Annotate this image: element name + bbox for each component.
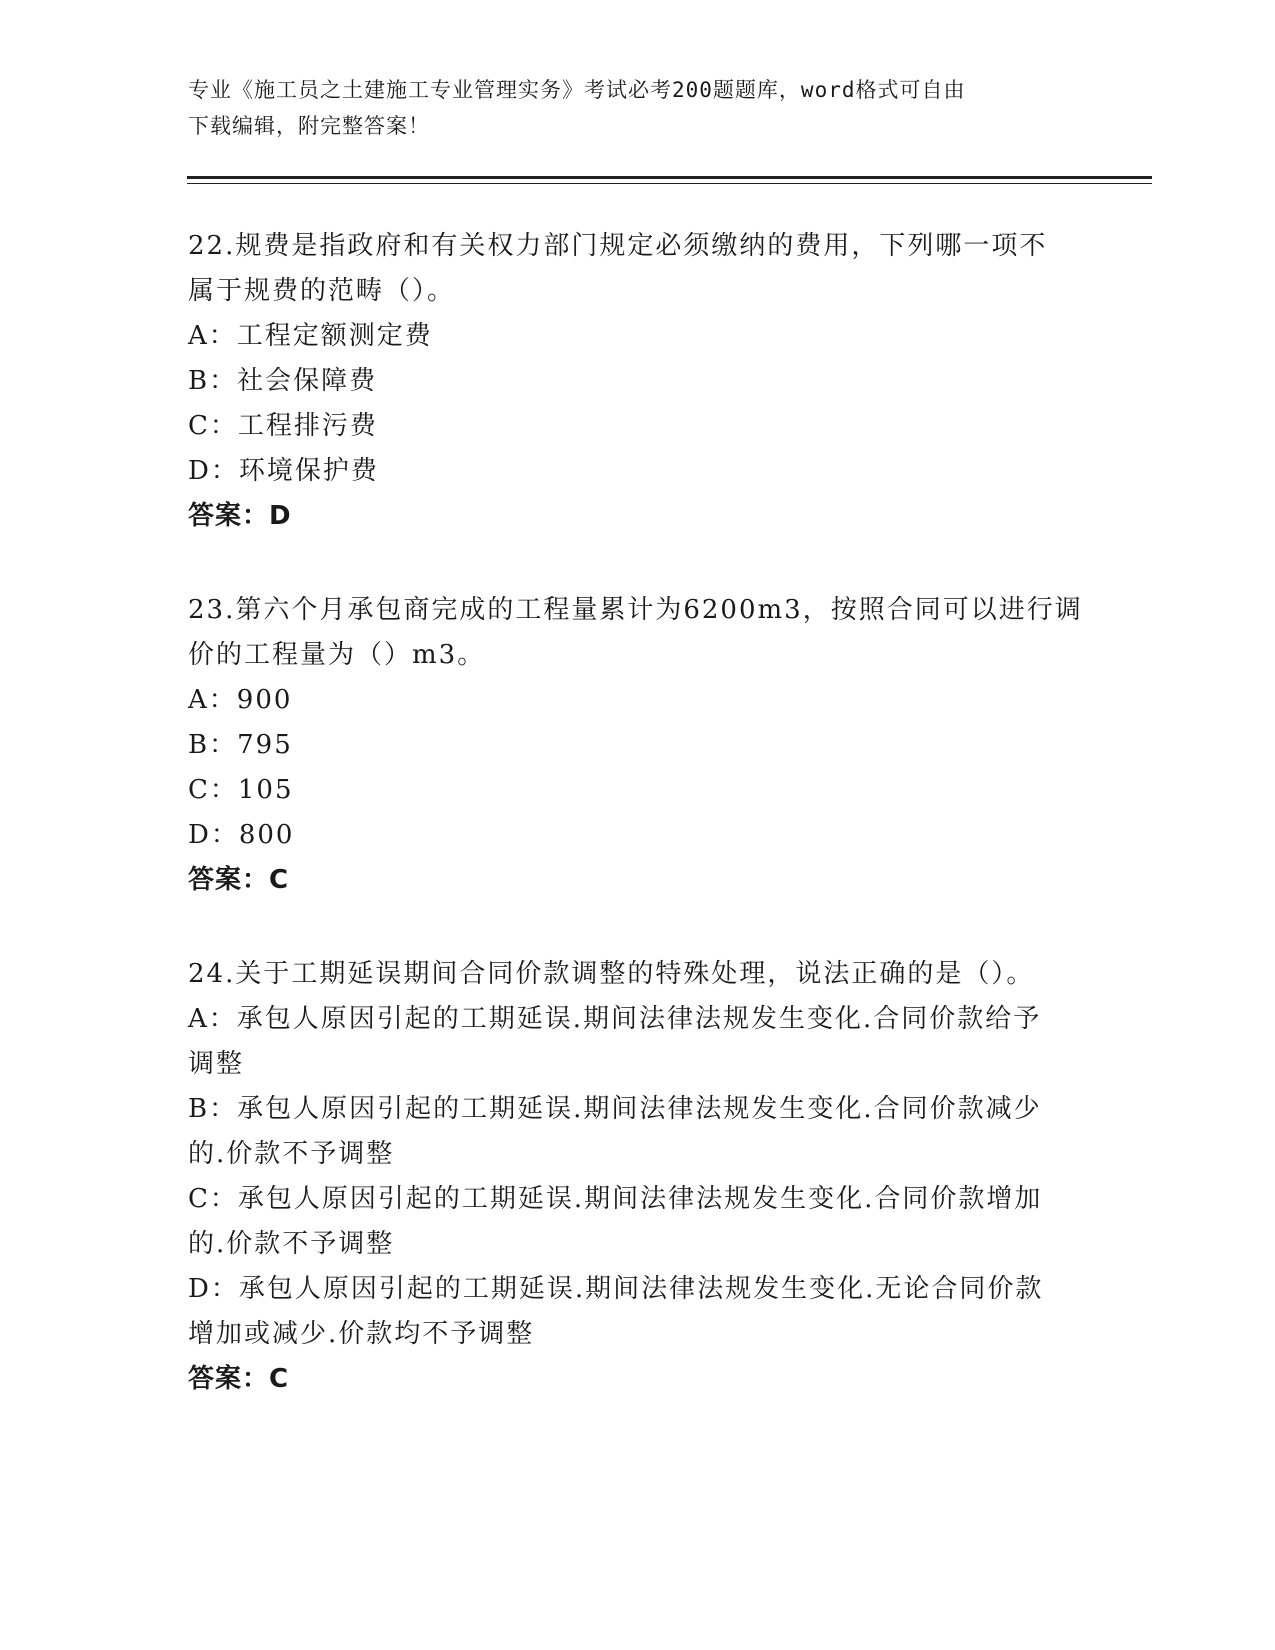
- option-a: A：承包人原因引起的工期延误.期间法律法规发生变化.合同价款给予: [188, 1004, 1042, 1034]
- option-c: C：105: [188, 775, 294, 805]
- header-line-2: 下载编辑，附完整答案！: [188, 114, 430, 138]
- option-d-continued: 增加或减少.价款均不予调整: [188, 1319, 535, 1349]
- header-divider-thin: [187, 183, 1152, 184]
- answer-label: 答案：D: [188, 501, 292, 531]
- question-stem-line: 24.关于工期延误期间合同价款调整的特殊处理，说法正确的是（）。: [188, 959, 1035, 989]
- answer-label: 答案：C: [188, 1364, 290, 1394]
- question-24: [188, 952, 1088, 1402]
- option-d: D：800: [188, 820, 295, 850]
- option-a: A：900: [188, 685, 293, 715]
- option-d: D：环境保护费: [188, 456, 379, 486]
- option-b: B：社会保障费: [188, 366, 378, 396]
- document-header: [188, 72, 1088, 144]
- option-c: C：工程排污费: [188, 411, 378, 441]
- option-a: A：工程定额测定费: [188, 321, 433, 351]
- question-22: [188, 224, 1088, 539]
- question-stem-line: 价的工程量为（）m3。: [188, 640, 486, 670]
- question-stem-line: 属于规费的范畴（）。: [188, 276, 456, 306]
- option-b: B：承包人原因引起的工期延误.期间法律法规发生变化.合同价款减少: [188, 1094, 1042, 1124]
- header-line-1: 专业《施工员之土建施工专业管理实务》考试必考200题题库，word格式可自由: [188, 78, 966, 102]
- answer-label: 答案：C: [188, 865, 290, 895]
- option-b-continued: 的.价款不予调整: [188, 1139, 395, 1169]
- question-stem-line: 22.规费是指政府和有关权力部门规定必须缴纳的费用，下列哪一项不: [188, 231, 1048, 261]
- option-c: C：承包人原因引起的工期延误.期间法律法规发生变化.合同价款增加: [188, 1184, 1043, 1214]
- question-stem-line: 23.第六个月承包商完成的工程量累计为6200m3，按照合同可以进行调: [188, 595, 1083, 625]
- option-d: D：承包人原因引起的工期延误.期间法律法规发生变化.无论合同价款: [188, 1274, 1044, 1304]
- question-23: [188, 588, 1088, 903]
- header-divider-thick: [187, 176, 1152, 179]
- option-b: B：795: [188, 730, 293, 760]
- option-a-continued: 调整: [188, 1049, 245, 1079]
- option-c-continued: 的.价款不予调整: [188, 1229, 395, 1259]
